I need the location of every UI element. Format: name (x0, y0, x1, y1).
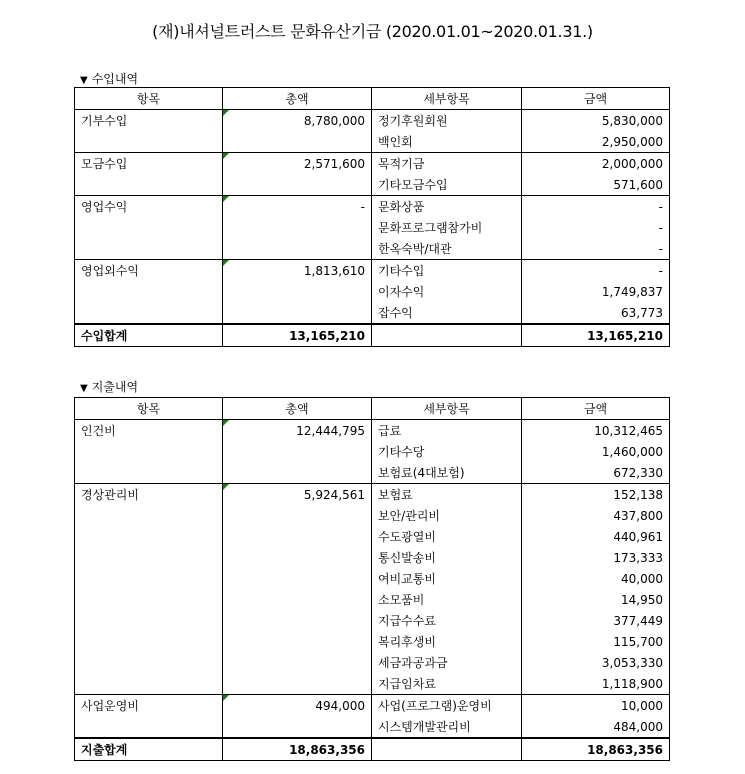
row-total-cell: 8,780,000 (223, 110, 372, 132)
row-amount-cell: 440,961 (522, 526, 670, 547)
row-amount-cell: 10,000 (522, 695, 670, 717)
table-row (75, 695, 670, 717)
page-title: (재)내셔널트러스트 문화유산기금 (2020.01.01~2020.01.31.) (152, 22, 593, 41)
row-item-cell (75, 547, 223, 568)
row-amount-cell: 2,950,000 (522, 131, 670, 153)
row-total-cell: - (223, 196, 372, 218)
row-amount-cell: 152,138 (522, 484, 670, 506)
table-row (75, 153, 670, 175)
total-amount-cell: 18,863,356 (522, 738, 670, 761)
table-row (75, 505, 670, 526)
table-row (75, 217, 670, 238)
row-item-cell: 사업운영비 (75, 695, 223, 717)
row-detail-cell: 통신발송비 (372, 547, 522, 568)
table-row (75, 281, 670, 302)
row-item-cell (75, 589, 223, 610)
row-detail-cell: 보험료 (372, 484, 522, 506)
table-row (75, 547, 670, 568)
table-row (75, 484, 670, 506)
row-detail-cell: 기타수당 (372, 441, 522, 462)
table-row (75, 568, 670, 589)
table-row (75, 673, 670, 695)
row-detail-cell: 지급수수료 (372, 610, 522, 631)
table-row (75, 420, 670, 442)
row-detail-cell: 소모품비 (372, 589, 522, 610)
row-item-cell (75, 610, 223, 631)
header-detail: 세부항목 (372, 88, 522, 110)
row-amount-cell: 1,749,837 (522, 281, 670, 302)
row-total-cell: 12,444,795 (223, 420, 372, 442)
row-total-cell: 494,000 (223, 695, 372, 717)
row-detail-cell: 백인회 (372, 131, 522, 153)
row-item-cell (75, 302, 223, 324)
row-detail-cell: 수도광열비 (372, 526, 522, 547)
row-total-cell (223, 526, 372, 547)
row-item-cell (75, 505, 223, 526)
row-amount-cell: - (522, 260, 670, 282)
triangle-down-icon: ▼ (80, 383, 88, 394)
comment-marker-icon (223, 260, 229, 266)
comment-marker-icon (223, 196, 229, 202)
row-total-cell (223, 589, 372, 610)
row-total-cell (223, 652, 372, 673)
row-detail-cell: 한옥숙박/대관 (372, 238, 522, 260)
row-detail-cell: 복리후생비 (372, 631, 522, 652)
table-row (75, 302, 670, 324)
table-row (75, 716, 670, 738)
total-value-cell: 18,863,356 (223, 738, 372, 761)
income-section-title: 수입내역 (91, 72, 139, 86)
total-label-cell: 지출합계 (75, 738, 223, 761)
comment-marker-icon (223, 110, 229, 116)
total-value-cell: 13,165,210 (223, 324, 372, 347)
row-amount-cell: - (522, 196, 670, 218)
row-item-cell (75, 441, 223, 462)
total-label-cell: 수입합계 (75, 324, 223, 347)
row-total-cell: 1,813,610 (223, 260, 372, 282)
income-header-row (75, 88, 670, 110)
row-detail-cell: 기타수입 (372, 260, 522, 282)
row-amount-cell: 5,830,000 (522, 110, 670, 132)
row-total-cell (223, 131, 372, 153)
row-total-cell (223, 547, 372, 568)
row-item-cell (75, 238, 223, 260)
row-item-cell (75, 652, 223, 673)
expense-table (74, 397, 670, 761)
row-item-cell: 인건비 (75, 420, 223, 442)
row-total-cell (223, 174, 372, 196)
row-detail-cell: 사업(프로그램)운영비 (372, 695, 522, 717)
row-item-cell (75, 716, 223, 738)
comment-marker-icon (223, 695, 229, 701)
row-amount-cell: - (522, 217, 670, 238)
income-section-label (80, 70, 138, 87)
row-item-cell (75, 673, 223, 695)
row-amount-cell: 1,118,900 (522, 673, 670, 695)
triangle-down-icon: ▼ (80, 75, 88, 86)
row-detail-cell: 지급임차료 (372, 673, 522, 695)
table-row (75, 196, 670, 218)
expense-header-row (75, 398, 670, 420)
comment-marker-icon (223, 484, 229, 490)
header-item: 항목 (75, 88, 223, 110)
table-row (75, 631, 670, 652)
income-total-row (75, 324, 670, 347)
row-amount-cell: 1,460,000 (522, 441, 670, 462)
row-amount-cell: 14,950 (522, 589, 670, 610)
table-row (75, 238, 670, 260)
row-item-cell: 영업수익 (75, 196, 223, 218)
row-total-cell (223, 238, 372, 260)
row-item-cell (75, 526, 223, 547)
table-row (75, 610, 670, 631)
row-amount-cell: 484,000 (522, 716, 670, 738)
row-detail-cell: 목적기금 (372, 153, 522, 175)
header-amount: 금액 (522, 88, 670, 110)
row-detail-cell: 문화상품 (372, 196, 522, 218)
header-total: 총액 (223, 398, 372, 420)
row-total-cell: 2,571,600 (223, 153, 372, 175)
row-detail-cell: 시스템개발관리비 (372, 716, 522, 738)
row-total-cell (223, 302, 372, 324)
total-amount-cell: 13,165,210 (522, 324, 670, 347)
comment-marker-icon (223, 420, 229, 426)
row-item-cell: 경상관리비 (75, 484, 223, 506)
row-amount-cell: 571,600 (522, 174, 670, 196)
row-amount-cell: 40,000 (522, 568, 670, 589)
row-detail-cell: 이자수익 (372, 281, 522, 302)
row-item-cell: 기부수입 (75, 110, 223, 132)
expense-section-title: 지출내역 (91, 380, 139, 394)
table-row (75, 131, 670, 153)
row-amount-cell: 3,053,330 (522, 652, 670, 673)
header-total: 총액 (223, 88, 372, 110)
total-empty-cell (372, 738, 522, 761)
row-total-cell (223, 217, 372, 238)
row-item-cell (75, 281, 223, 302)
table-row (75, 462, 670, 484)
header-detail: 세부항목 (372, 398, 522, 420)
expense-total-row (75, 738, 670, 761)
comment-marker-icon (223, 153, 229, 159)
row-detail-cell: 세금과공과금 (372, 652, 522, 673)
header-item: 항목 (75, 398, 223, 420)
row-total-cell (223, 673, 372, 695)
row-item-cell (75, 131, 223, 153)
row-item-cell (75, 462, 223, 484)
row-item-cell (75, 217, 223, 238)
row-amount-cell: 115,700 (522, 631, 670, 652)
row-detail-cell: 여비교통비 (372, 568, 522, 589)
row-amount-cell: 10,312,465 (522, 420, 670, 442)
row-detail-cell: 기타모금수입 (372, 174, 522, 196)
row-item-cell: 영업외수익 (75, 260, 223, 282)
row-total-cell (223, 716, 372, 738)
table-row (75, 260, 670, 282)
income-table (74, 87, 670, 347)
row-amount-cell: 672,330 (522, 462, 670, 484)
row-item-cell: 모금수입 (75, 153, 223, 175)
table-row (75, 110, 670, 132)
row-detail-cell: 보안/관리비 (372, 505, 522, 526)
row-total-cell (223, 281, 372, 302)
row-item-cell (75, 568, 223, 589)
row-total-cell (223, 441, 372, 462)
row-total-cell (223, 505, 372, 526)
expense-section-label (80, 378, 138, 395)
row-total-cell (223, 568, 372, 589)
total-empty-cell (372, 324, 522, 347)
row-amount-cell: 2,000,000 (522, 153, 670, 175)
row-detail-cell: 정기후원회원 (372, 110, 522, 132)
header-amount: 금액 (522, 398, 670, 420)
row-amount-cell: 173,333 (522, 547, 670, 568)
table-row (75, 652, 670, 673)
row-detail-cell: 보험료(4대보험) (372, 462, 522, 484)
row-item-cell (75, 631, 223, 652)
table-row (75, 174, 670, 196)
row-total-cell: 5,924,561 (223, 484, 372, 506)
row-detail-cell: 급료 (372, 420, 522, 442)
table-row (75, 526, 670, 547)
row-amount-cell: 377,449 (522, 610, 670, 631)
row-amount-cell: - (522, 238, 670, 260)
row-detail-cell: 잡수익 (372, 302, 522, 324)
row-total-cell (223, 462, 372, 484)
row-amount-cell: 63,773 (522, 302, 670, 324)
table-row (75, 441, 670, 462)
row-amount-cell: 437,800 (522, 505, 670, 526)
row-total-cell (223, 610, 372, 631)
row-total-cell (223, 631, 372, 652)
table-row (75, 589, 670, 610)
row-detail-cell: 문화프로그램참가비 (372, 217, 522, 238)
row-item-cell (75, 174, 223, 196)
